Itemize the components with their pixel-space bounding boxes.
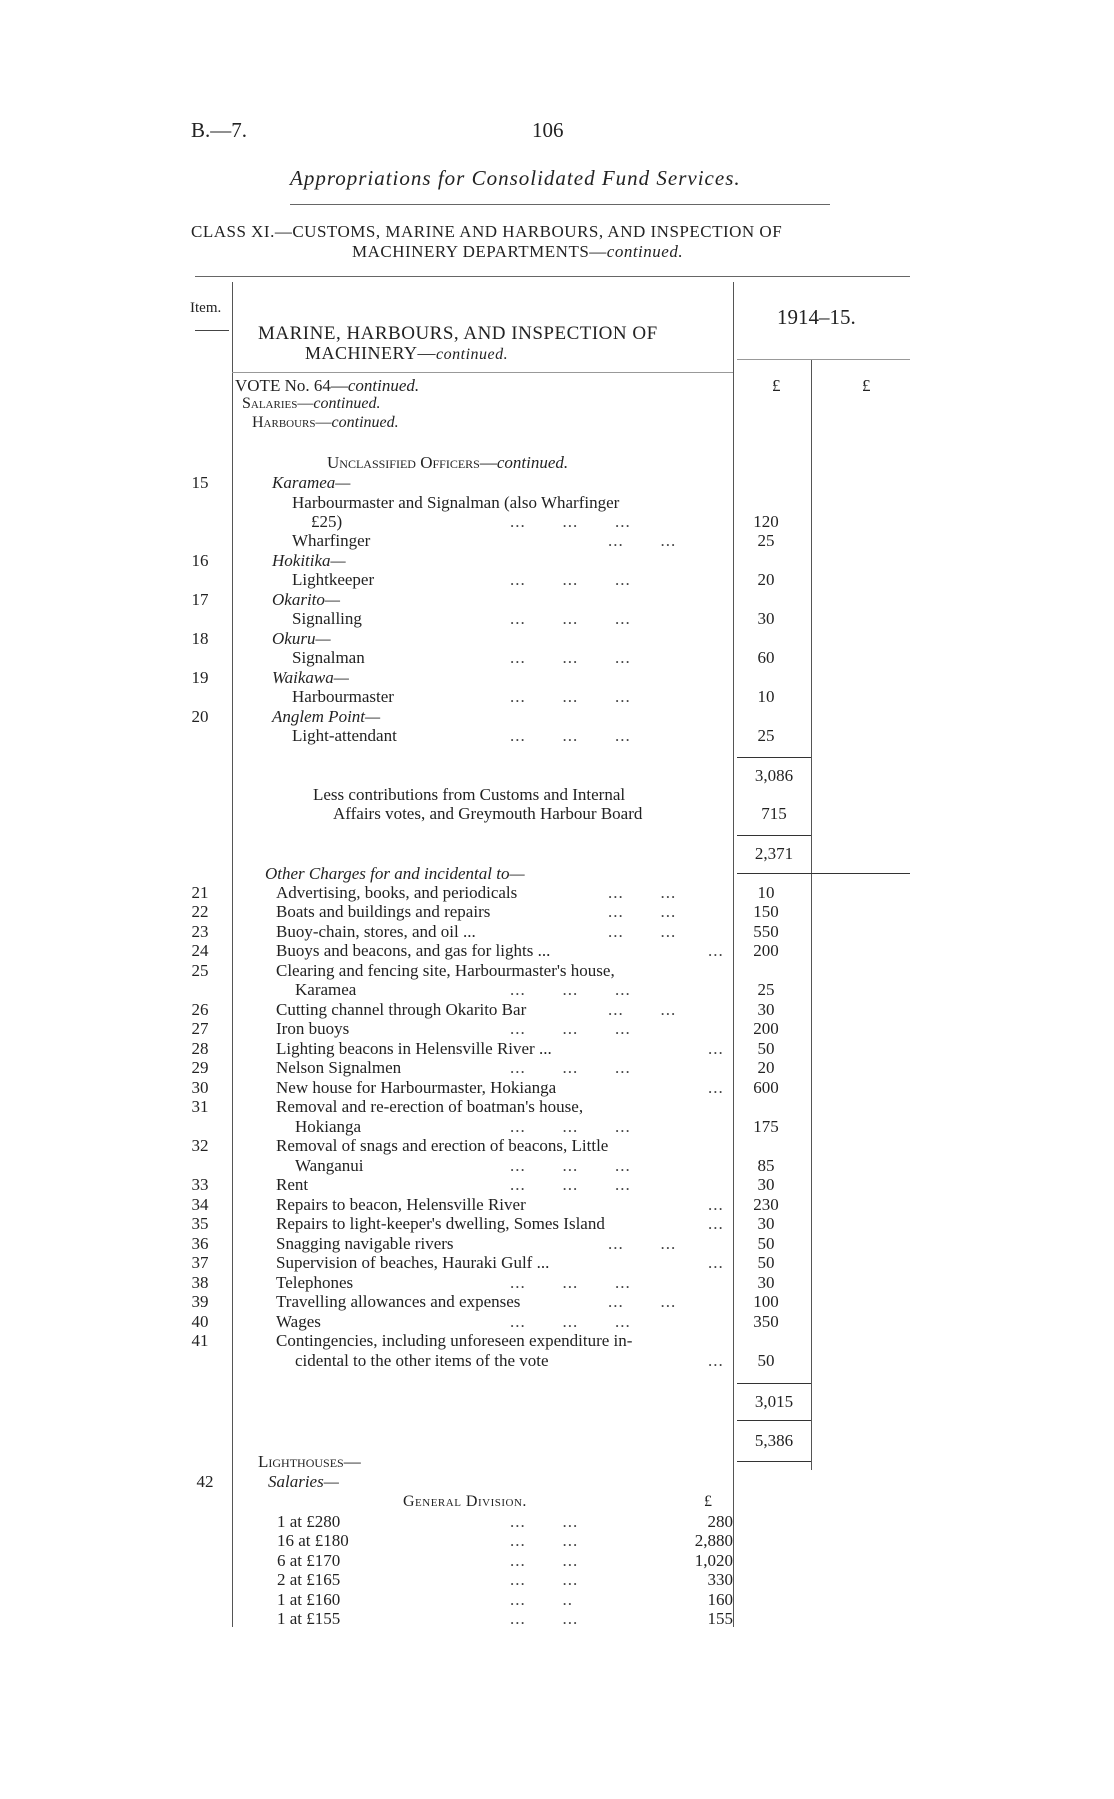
table-row: 25 Clearing and fencing site, Harbourmaster's house, [191, 961, 615, 980]
table-row: 41 Contingencies, including unforeseen expenditure in- [191, 1331, 633, 1350]
class-heading-line2: MACHINERY DEPARTMENTS—continued. [352, 242, 684, 261]
salary-row: 16 at £180 ... ... 2,880 [277, 1531, 733, 1550]
table-row: 38 Telephones ... ... ... 30 [191, 1273, 775, 1292]
table-row: 21 Advertising, books, and periodicals ... ... 10 [191, 883, 775, 902]
lighthouses-heading: Lighthouses— [258, 1452, 361, 1471]
salaries-label: Salaries—continued. [242, 395, 381, 412]
general-division-heading: General Division. [403, 1493, 527, 1510]
list-item: Harbourmaster ... ... ... 10 [292, 687, 775, 706]
list-item: Wharfinger ... ... 25 [292, 531, 775, 550]
table-row: 24 Buoys and beacons, and gas for lights ... ... 200 [191, 941, 779, 960]
list-item: £25) ... ... ... 120 [311, 512, 779, 531]
year-rule [737, 359, 910, 360]
page-title: Appropriations for Consolidated Fund Services. [290, 166, 741, 190]
unclassified-heading: Unclassified Officers—continued. [327, 453, 569, 472]
table-row: 32 Removal of snags and erection of beacons, Little [191, 1136, 609, 1155]
table-row: 33 Rent ... ... ... 30 [191, 1175, 775, 1194]
list-item: 19 Waikawa— [191, 668, 349, 687]
table-row: 39 Travelling allowances and expenses ... ... 100 [191, 1292, 779, 1311]
list-item: Harbourmaster and Signalman (also Wharfinger [292, 493, 620, 512]
grand-total-bottom-rule [737, 1461, 811, 1462]
table-row: 22 Boats and buildings and repairs ... ... 150 [191, 902, 779, 921]
lighthouses-salaries-label: Salaries— [268, 1472, 339, 1491]
salary-row: 6 at £170 ... ... 1,020 [277, 1551, 733, 1570]
table-row: 30 New house for Harbourmaster, Hokianga ... 600 [191, 1078, 779, 1097]
table-row: 23 Buoy-chain, stores, and oil ... ... ... 550 [191, 922, 779, 941]
section-rule [232, 372, 733, 373]
list-item: Signalling ... ... ... 30 [292, 609, 775, 628]
table-row: 29 Nelson Signalmen ... ... ... 20 [191, 1058, 775, 1077]
salary-row: 2 at £165 ... ... 330 [277, 1570, 733, 1589]
item-column-label: Item. [190, 300, 222, 316]
table-row: 26 Cutting channel through Okarito Bar ... ... 30 [191, 1000, 775, 1019]
salary-row: 1 at £155 ... ... 155 [277, 1609, 733, 1628]
document-reference: B.—7. [191, 118, 248, 142]
lighthouses-item-number: 42 [196, 1472, 214, 1491]
salary-row: 1 at £280 ... ... 280 [277, 1512, 733, 1531]
table-row: 40 Wages ... ... ... 350 [191, 1312, 779, 1331]
other-charges-total-rule [737, 1383, 811, 1384]
list-item: 18 Okuru— [191, 629, 331, 648]
general-division-currency: £ [704, 1493, 712, 1510]
table-top-rule [195, 276, 910, 277]
harbours-label: Harbours—continued. [252, 414, 399, 431]
table-row: Wanganui ... ... ... 85 [295, 1156, 775, 1175]
section-heading-line1: MARINE, HARBOURS, AND INSPECTION OF [258, 323, 658, 344]
title-rule [290, 204, 830, 205]
list-item: Light-attendant ... ... ... 25 [292, 726, 775, 745]
class-heading-line1: CLASS XI.—CUSTOMS, MARINE AND HARBOURS, AND INSPECTION OF [191, 222, 783, 241]
section-heading-line2: MACHINERY—continued. [305, 343, 509, 363]
list-item: 20 Anglem Point— [191, 707, 381, 726]
list-item: 15 Karamea— [191, 473, 351, 492]
list-item: 17 Okarito— [191, 590, 340, 609]
subtotal-rule [737, 757, 811, 758]
salary-row: 1 at £160 ... .. 160 [277, 1590, 733, 1609]
table-row: 27 Iron buoys ... ... ... 200 [191, 1019, 779, 1038]
table-row: 34 Repairs to beacon, Helensville River ... 230 [191, 1195, 779, 1214]
less-contributions-amount: 715 [761, 804, 787, 823]
other-charges-rule [737, 873, 910, 874]
other-charges-heading: Other Charges for and incidental to— [265, 864, 525, 883]
table-row: 37 Supervision of beaches, Hauraki Gulf ... ... 50 [191, 1253, 775, 1272]
table-row: 36 Snagging navigable rivers ... ... 50 [191, 1234, 775, 1253]
net-rule [737, 835, 811, 836]
unclassified-net: 2,371 [754, 844, 794, 863]
less-contributions-line2: Affairs votes, and Greymouth Harbour Board [333, 804, 643, 823]
other-charges-total: 3,015 [754, 1392, 794, 1411]
table-row: cidental to the other items of the vote ... 50 [295, 1351, 775, 1370]
list-item: 16 Hokitika— [191, 551, 346, 570]
currency-sign-col1: £ [772, 376, 781, 395]
table-row: 28 Lighting beacons in Helensville River ... ... 50 [191, 1039, 775, 1058]
page-number: 106 [532, 118, 564, 142]
grand-total: 5,386 [754, 1431, 794, 1450]
less-contributions-line1: Less contributions from Customs and Internal [313, 785, 626, 804]
item-label-rule [195, 330, 229, 331]
list-item: Lightkeeper ... ... ... 20 [292, 570, 775, 589]
grand-total-rule [737, 1420, 811, 1421]
unclassified-subtotal: 3,086 [754, 766, 794, 785]
year-heading: 1914–15. [777, 305, 856, 329]
currency-sign-col2: £ [862, 376, 871, 395]
table-row: 31 Removal and re-erection of boatman's house, [191, 1097, 584, 1116]
table-row: 35 Repairs to light-keeper's dwelling, Somes Island ... 30 [191, 1214, 775, 1233]
table-row: Hokianga ... ... ... 175 [295, 1117, 779, 1136]
vote-label: VOTE No. 64—continued. [235, 376, 420, 395]
list-item: Signalman ... ... ... 60 [292, 648, 775, 667]
table-row: Karamea ... ... ... 25 [295, 980, 775, 999]
